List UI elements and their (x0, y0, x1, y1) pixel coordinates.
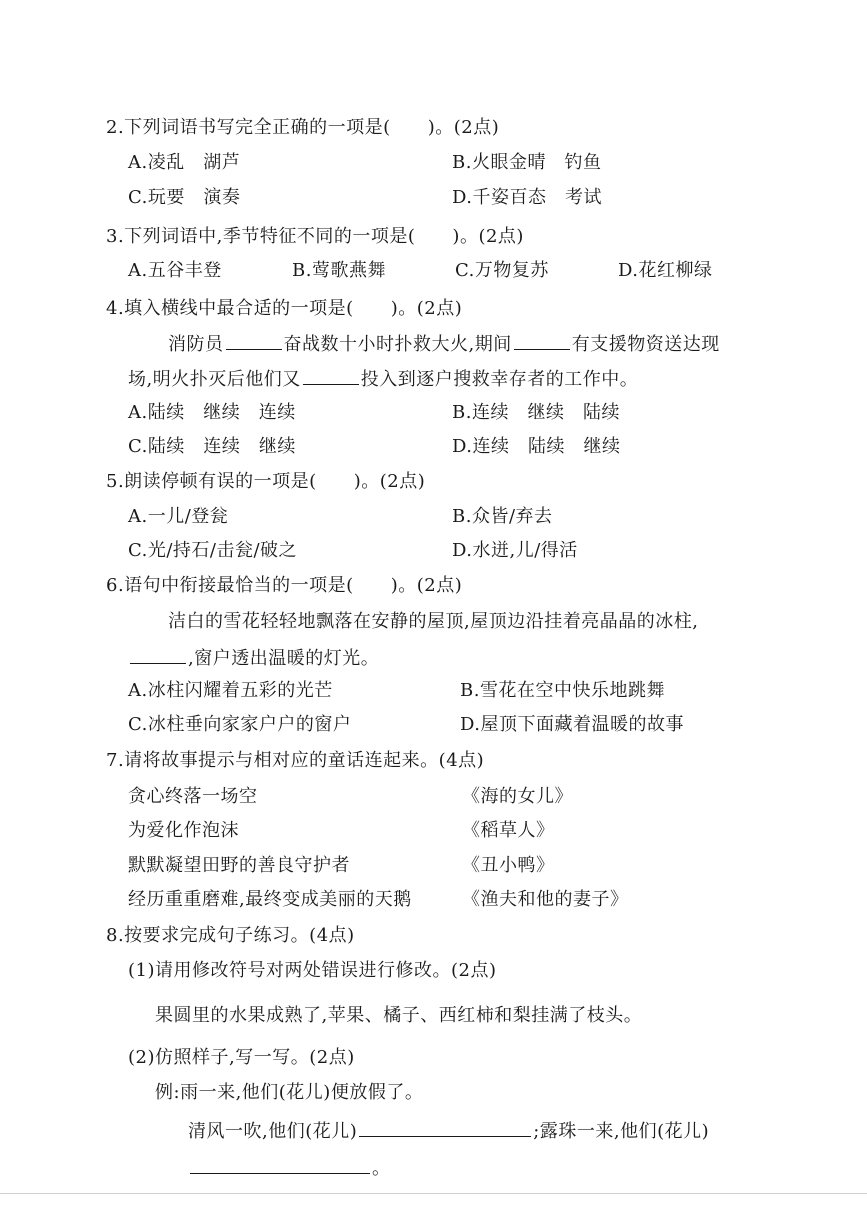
q4-blank-2[interactable] (514, 331, 570, 350)
q4-passage-part4: 场,明火扑灭后他们又 (128, 369, 301, 390)
q4-passage-part5: 投入到逐户搜救幸存者的工作中。 (360, 369, 639, 390)
q4-passage-part1: 消防员 (168, 334, 224, 355)
q6-option-a: A.冰柱闪耀着五彩的光芒 (128, 680, 333, 701)
q5-option-b: B.众皆/弃去 (452, 506, 553, 527)
q4-blank-3[interactable] (303, 366, 359, 385)
q4-passage-part2: 奋战数十小时扑救大火,期间 (283, 334, 512, 355)
q8-answer-blank-2[interactable] (190, 1155, 370, 1174)
q5-stem: 5.朗读停顿有误的一项是( )。(2点) (106, 471, 426, 492)
q7-hint-2[interactable]: 为爱化作泡沫 (128, 820, 239, 841)
q8-sub1-sentence[interactable]: 果圆里的水果成熟了,苹果、橘子、西红柿和梨挂满了枝头。 (155, 1005, 643, 1026)
q8-answer-blank-1[interactable] (359, 1118, 531, 1137)
q7-story-1[interactable]: 《海的女儿》 (462, 786, 573, 807)
q8-sub2: (2)仿照样子,写一写。(2点) (128, 1047, 355, 1068)
q8-sub2-prompt2: ;露珠一来,他们(花儿) (533, 1121, 710, 1142)
q5-option-a: A.一儿/登瓮 (128, 506, 229, 527)
q7-hint-1[interactable]: 贪心终落一场空 (128, 786, 258, 807)
q7-story-2[interactable]: 《稻草人》 (462, 820, 555, 841)
q3-option-a: A.五谷丰登 (128, 260, 222, 281)
q6-option-b: B.雪花在空中快乐地跳舞 (460, 680, 665, 701)
q6-blank[interactable] (130, 645, 186, 664)
q4-passage-line1 (168, 331, 720, 357)
q8-sub2-line2 (188, 1155, 391, 1181)
q4-option-d: D.连续 陆续 继续 (452, 436, 621, 457)
q4-option-b: B.连续 继续 陆续 (452, 402, 620, 423)
q4-stem: 4.填入横线中最合适的一项是( )。(2点) (106, 298, 463, 319)
q6-stem: 6.语句中衔接最恰当的一项是( )。(2点) (106, 575, 463, 596)
q4-option-a: A.陆续 继续 连续 (128, 402, 296, 423)
q6-passage-line1: 洁白的雪花轻轻地飘落在安静的屋顶,屋顶边沿挂着亮晶晶的冰柱, (168, 611, 699, 632)
q3-option-d: D.花红柳绿 (618, 260, 713, 281)
q8-sub1: (1)请用修改符号对两处错误进行修改。(2点) (128, 960, 497, 981)
q2-option-c: C.玩要 演奏 (128, 187, 241, 208)
q3-option-b: B.莺歌燕舞 (292, 260, 386, 281)
q4-passage-part3: 有支援物资送达现 (571, 334, 720, 355)
q8-example: 例:雨一来,他们(花儿)便放假了。 (155, 1082, 424, 1103)
q7-story-3[interactable]: 《丑小鸭》 (462, 855, 555, 876)
q3-option-c: C.万物复苏 (455, 260, 549, 281)
q7-hint-3[interactable]: 默默凝望田野的善良守护者 (128, 855, 350, 876)
q2-option-b: B.火眼金晴 钓鱼 (452, 152, 602, 173)
q7-hint-4[interactable]: 经历重重磨难,最终变成美丽的天鹅 (128, 889, 412, 910)
q2-option-a: A.凌乱 湖芦 (128, 152, 241, 173)
q3-stem: 3.下列词语中,季节特征不同的一项是( )。(2点) (106, 226, 524, 247)
q4-option-c: C.陆续 连续 继续 (128, 436, 296, 457)
q4-passage-line2 (128, 366, 638, 392)
q8-sub2-prompt1: 清风一吹,他们(花儿) (188, 1121, 358, 1142)
q5-option-c: C.光/持石/击瓮/破之 (128, 540, 298, 561)
q2-option-d: D.千姿百态 考试 (452, 187, 603, 208)
q5-option-d: D.水迸,儿/得活 (452, 540, 578, 561)
q2-stem: 2.下列词语书写完全正确的一项是( )。(2点) (106, 117, 500, 138)
q6-option-d: D.屋顶下面藏着温暖的故事 (460, 714, 685, 735)
q6-passage-line2 (128, 645, 379, 671)
q8-stem: 8.按要求完成句子练习。(4点) (106, 925, 355, 946)
q6-option-c: C.冰柱垂向家家户户的窗户 (128, 714, 352, 735)
q7-story-4[interactable]: 《渔夫和他的妻子》 (462, 889, 629, 910)
q6-passage-part2: ,窗户透出温暖的灯光。 (188, 648, 380, 669)
q7-stem: 7.请将故事提示与相对应的童话连起来。(4点) (106, 750, 485, 771)
q8-sub2-line1 (188, 1118, 709, 1144)
page-bottom-divider (0, 1193, 867, 1194)
q8-sub2-end: 。 (372, 1158, 391, 1179)
q4-blank-1[interactable] (226, 331, 282, 350)
